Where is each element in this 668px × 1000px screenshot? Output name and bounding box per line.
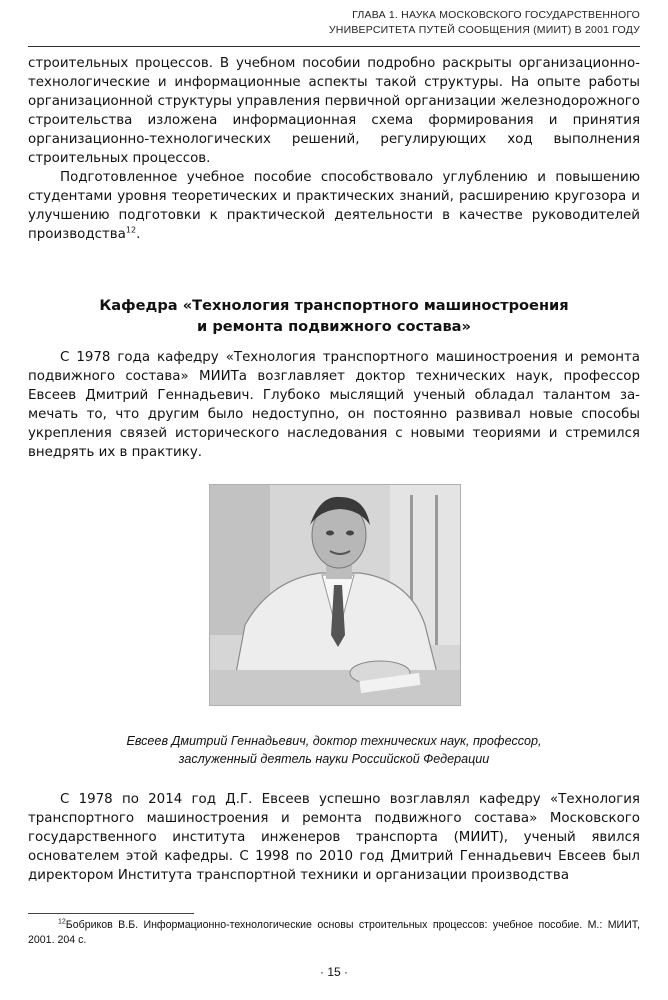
header-rule <box>28 46 640 47</box>
photo-caption-line-2: заслуженный деятель науки Российской Федерации <box>178 752 490 766</box>
portrait-photo <box>209 484 461 706</box>
page-number: · 15 · <box>319 965 348 979</box>
running-header-line-1: ГЛАВА 1. НАУКА МОСКОВСКОГО ГОСУДАРСТВЕННОГО <box>352 9 640 21</box>
section-paragraph-1: С 1978 года кафедру «Технология транспортного машиностроения и ремонта подвижного состава» МИИТа возглавляет доктор технических наук, профессор Евсеев Дмитрий Геннадьевич. Глубоко мыслящий ученый обладал талантом замечать то, что другим было недоступно, он постоянно развивал новые способы укрепления связей исторического наследования с новыми теориями и стремился внедрять их в практику. <box>28 350 640 460</box>
portrait-illustration <box>210 485 460 705</box>
running-header-line-2: УНИВЕРСИТЕТА ПУТЕЙ СООБЩЕНИЯ (МИИТ) В 2001 ГОДУ <box>328 24 640 36</box>
intro-paragraph-2-text: Подготовленное учебное пособие способствовало углублению и повышению студентами уровня теоретических и практических знаний, расширению кругозора и улучшению подготовки к практической деятельности в качестве руководителей производства <box>28 170 640 242</box>
intro-text <box>28 54 640 244</box>
section-heading-line-2: и ремонта подвижного состава» <box>197 318 471 335</box>
footnote-reference[interactable]: 12 <box>125 225 137 235</box>
closing-paragraph: С 1978 по 2014 год Д.Г. Евсеев успешно возглавлял кафедру «Технология транспортного машиностроения и ремонта подвижного состава» Московского государственного института инженеров транспорта (МИИТ), ученый явился основателем этой кафедры. С 1998 по 2010 год Дмитрий Геннадьевич Евсеев был директором Института транспортной техники и организации производства <box>28 792 640 883</box>
section-heading-line-1: Кафедра «Технология транспортного машиностроения <box>99 297 569 314</box>
section-heading <box>28 295 640 337</box>
footnote-rule <box>28 913 194 914</box>
closing-text <box>28 790 640 885</box>
footnote <box>28 918 640 948</box>
footnote-mark: 12 <box>58 918 66 926</box>
section-text <box>28 348 640 462</box>
photo-caption <box>60 732 608 768</box>
intro-paragraph-2-end: . <box>136 227 141 242</box>
photo-caption-line-1: Евсеев Дмитрий Геннадьевич, доктор технических наук, профессор, <box>126 734 542 748</box>
intro-paragraph-1: строительных процессов. В учебном пособии подробно раскрыты организационно-технологические и информационные аспекты такой структуры. На опыте работы организационной структуры управления первичной организации железнодорожного строительства изложена информационная схема формирования и принятия организационно-технологических решений, регулирующих ход выполнения строительных процессов. <box>28 56 640 166</box>
footnote-text: Бобриков В.Б. Информационно-технологические основы строительных процессов: учебное пособие. М.: МИИТ, 2001. 204 с. <box>28 919 640 946</box>
intro-paragraph-2 <box>28 168 640 244</box>
running-header <box>120 8 640 38</box>
